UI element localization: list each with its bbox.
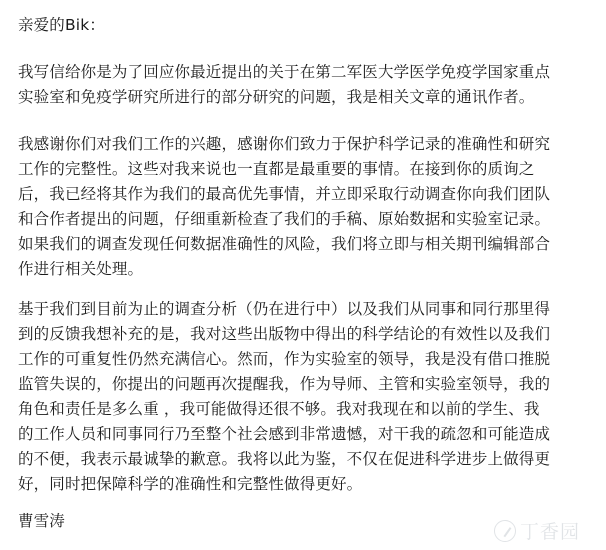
paragraph-2 — [18, 132, 550, 282]
signature: 曹雪涛 — [18, 512, 65, 530]
paragraph-3 — [18, 297, 550, 497]
paragraph-line: 工作的可重复性仍然充满信心。然而，作为实验室的领导，我是没有借口推脱 — [18, 350, 551, 368]
paragraph-line: 监管失误的，你提出的问题再次提醒我，作为导师、主管和实验室领导，我的 — [18, 375, 551, 393]
watermark — [494, 517, 580, 544]
watermark-text: 丁香园 — [519, 521, 580, 543]
dxy-logo-icon — [494, 520, 516, 542]
paragraph-line: 好，同时把保障科学的准确性和完整性做得更好。 — [18, 475, 363, 493]
paragraph-line: 的不便，我表示最诚挚的歉意。我将以此为鉴，不仅在促进科学进步上做得更 — [18, 450, 551, 468]
paragraph-line: 的工作人员和同事同行乃至整个社会感到非常遗憾，对干我的疏忽和可能造成 — [18, 425, 551, 443]
paragraph-line: 我写信给你是为了回应你最近提出的关于在第二军医大学医学免疫学国家重点 — [18, 63, 551, 81]
paragraph-line: 基于我们到目前为止的调查分析（仍在进行中）以及我们从同事和同行那里得 — [18, 300, 551, 318]
paragraph-line: 我感谢你们对我们工作的兴趣，感谢你们致力于保护科学记录的准确性和研究 — [18, 135, 551, 153]
paragraph-line: 实验室和免疫学研究所进行的部分研究的问题，我是相关文章的通讯作者。 — [18, 88, 535, 106]
paragraph-1 — [18, 60, 550, 110]
paragraph-line: 和合作者提出的问题，仔细重新检查了我们的手稿、原始数据和实验室记录。 — [18, 210, 551, 228]
paragraph-line: 如果我们的调查发现任何数据准确性的风险，我们将立即与相关期刊编辑部合 — [18, 235, 551, 253]
paragraph-line: 工作的完整性。这些对我来说也一直都是最重要的事情。在接到你的质询之 — [18, 160, 535, 178]
paragraph-line: 角色和责任是多么重 ，我可能做得还很不够。我对我现在和以前的学生、我 — [18, 400, 540, 418]
greeting: 亲爱的Bik： — [18, 16, 105, 34]
paragraph-line: 后，我已经将其作为我们的最高优先事情，并立即采取行动调查你向我们团队 — [18, 185, 551, 203]
paragraph-line: 作进行相关处理。 — [18, 260, 144, 278]
paragraph-line: 到的反馈我想补充的是，我对这些出版物中得出的科学结论的有效性以及我们 — [18, 325, 551, 343]
